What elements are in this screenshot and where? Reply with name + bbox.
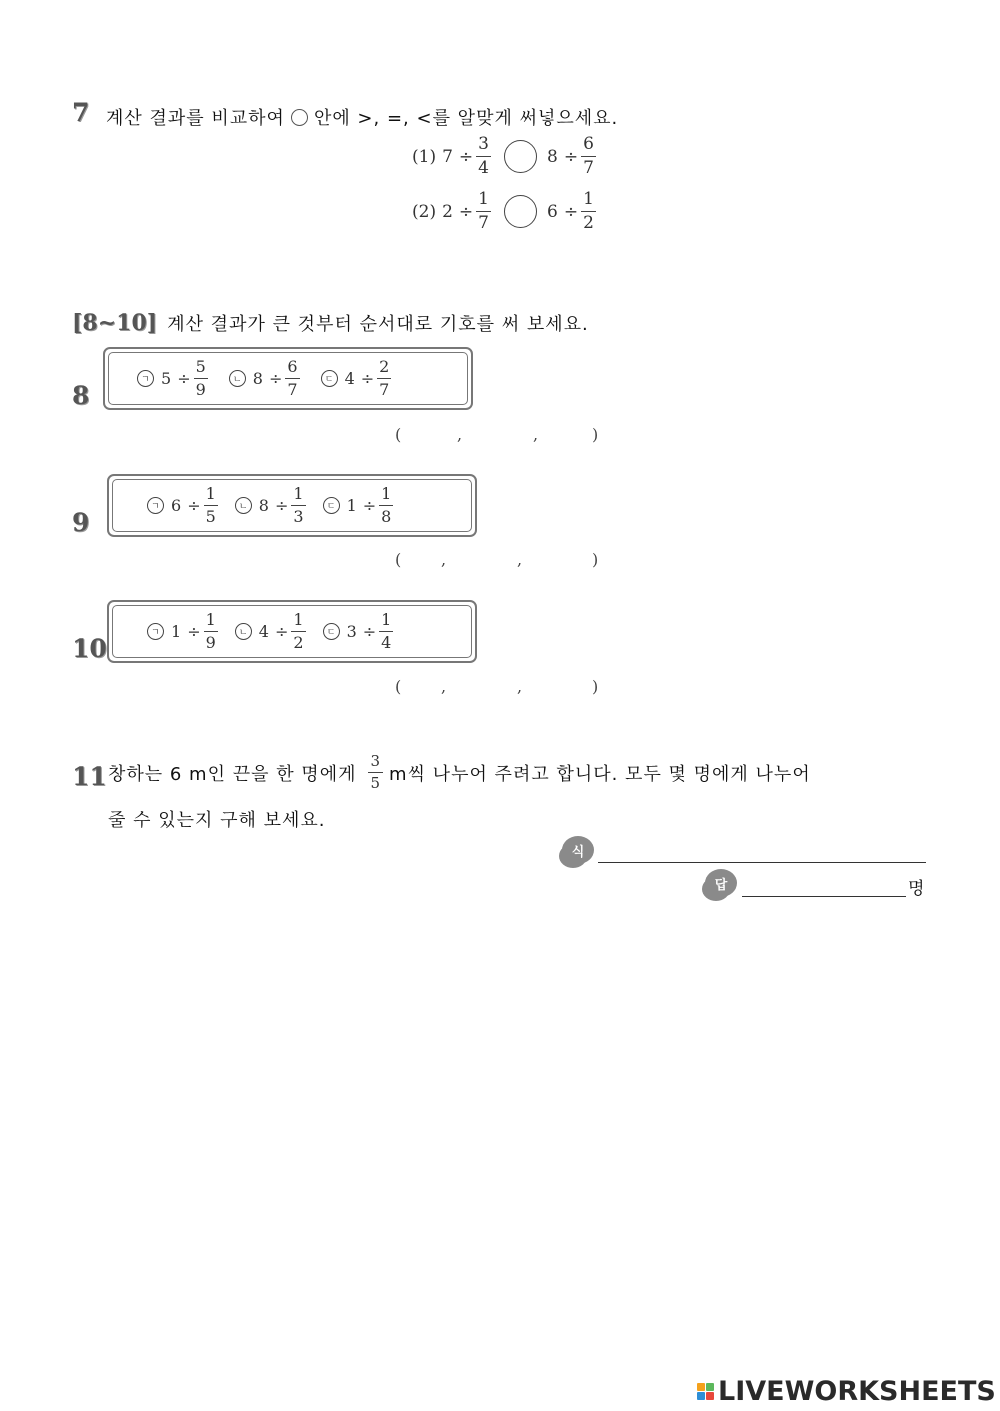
symbol-digeut: ㄷ — [323, 497, 340, 514]
section-text: 계산 결과가 큰 것부터 순서대로 기호를 써 보세요. — [167, 314, 589, 335]
q7-item-2 — [412, 191, 599, 232]
symbol-nieun: ㄴ — [235, 623, 252, 640]
q11-text-line2: 줄 수 있는지 구해 보세요. — [108, 810, 326, 831]
expression-input-line[interactable] — [598, 862, 926, 863]
q10-number: 10 — [72, 634, 107, 663]
q7-text-a: 계산 결과를 비교하여 — [106, 108, 285, 129]
whole-number: 7 — [442, 146, 453, 167]
item-label: (2) — [412, 201, 437, 222]
q11-text-a: 창하는 6 m인 끈을 한 명에게 — [108, 763, 357, 785]
q7-text-b: 안에 >, =, <를 알맞게 써넣으세요. — [313, 108, 619, 129]
whole-number: 8 — [547, 146, 558, 167]
q11-text-b: m씩 나누어 주려고 합니다. 모두 몇 명에게 나누어 — [389, 763, 811, 785]
q7-instruction — [106, 104, 618, 130]
fraction: $\frac{1}{2}$ — [293, 610, 304, 652]
divide-sign: ÷ — [563, 146, 579, 167]
fraction: $\frac{1}{3}$ — [293, 484, 304, 526]
answer-input-line[interactable] — [742, 896, 906, 897]
answer-label: 답 — [705, 869, 737, 897]
fraction: $\frac{1}{2}$ — [583, 189, 594, 233]
fraction: $\frac{1}{4}$ — [381, 610, 392, 652]
symbol-digeut: ㄷ — [323, 623, 340, 640]
fraction: $\frac{2}{7}$ — [379, 357, 390, 399]
symbol-digeut: ㄷ — [321, 370, 338, 387]
q11-number: 11 — [72, 762, 107, 791]
answer-unit: 명 — [908, 879, 926, 899]
whole-number: 2 — [442, 201, 453, 222]
item-label: (1) — [412, 146, 437, 167]
fraction: $\frac{6}{7}$ — [287, 357, 298, 399]
divide-sign: ÷ — [563, 201, 579, 222]
compare-answer-circle[interactable] — [504, 140, 537, 173]
fraction: $\frac{3}{4}$ — [478, 134, 489, 178]
expression-label: 식 — [562, 836, 594, 864]
fraction: $\frac{1}{8}$ — [381, 484, 392, 526]
whole-number: 6 — [547, 201, 558, 222]
symbol-giyeok: ㄱ — [147, 623, 164, 640]
symbol-nieun: ㄴ — [235, 497, 252, 514]
q8-box: ㄱ 5 ÷ $\frac{5}{9}$ ㄴ 8 ÷ $\frac{6}{7}$ ㄷ 4 ÷ $\frac{2}{7}$ — [103, 347, 473, 410]
q10-box: ㄱ 1 ÷ $\frac{1}{9}$ ㄴ 4 ÷ $\frac{1}{2}$ ㄷ 3 ÷ $\frac{1}{4}$ — [107, 600, 477, 663]
fraction: $\frac{6}{7}$ — [583, 134, 594, 178]
symbol-nieun: ㄴ — [229, 370, 246, 387]
liveworksheets-logo-icon — [697, 1383, 714, 1400]
fraction: $\frac{3}{5}$ — [370, 752, 382, 792]
q9-box: ㄱ 6 ÷ $\frac{1}{5}$ ㄴ 8 ÷ $\frac{1}{3}$ ㄷ 1 ÷ $\frac{1}{8}$ — [107, 474, 477, 537]
section-range: [8~10] — [72, 310, 158, 336]
section-heading — [72, 310, 589, 336]
divide-sign: ÷ — [458, 201, 474, 222]
circle-icon — [291, 109, 308, 126]
symbol-giyeok: ㄱ — [137, 370, 154, 387]
fraction: $\frac{5}{9}$ — [195, 357, 206, 399]
q7-item-1 — [412, 136, 599, 177]
q9-number: 9 — [72, 508, 90, 537]
fraction: $\frac{1}{9}$ — [205, 610, 216, 652]
q7-number: 7 — [72, 98, 90, 127]
fraction: $\frac{1}{5}$ — [205, 484, 216, 526]
symbol-giyeok: ㄱ — [147, 497, 164, 514]
fraction: $\frac{1}{7}$ — [478, 189, 489, 233]
divide-sign: ÷ — [458, 146, 474, 167]
liveworksheets-logo — [697, 1376, 996, 1407]
q11-text-line1 — [108, 754, 811, 791]
q8-number: 8 — [72, 381, 90, 410]
brand-name: LIVEWORKSHEETS — [718, 1376, 996, 1407]
compare-answer-circle[interactable] — [504, 195, 537, 228]
